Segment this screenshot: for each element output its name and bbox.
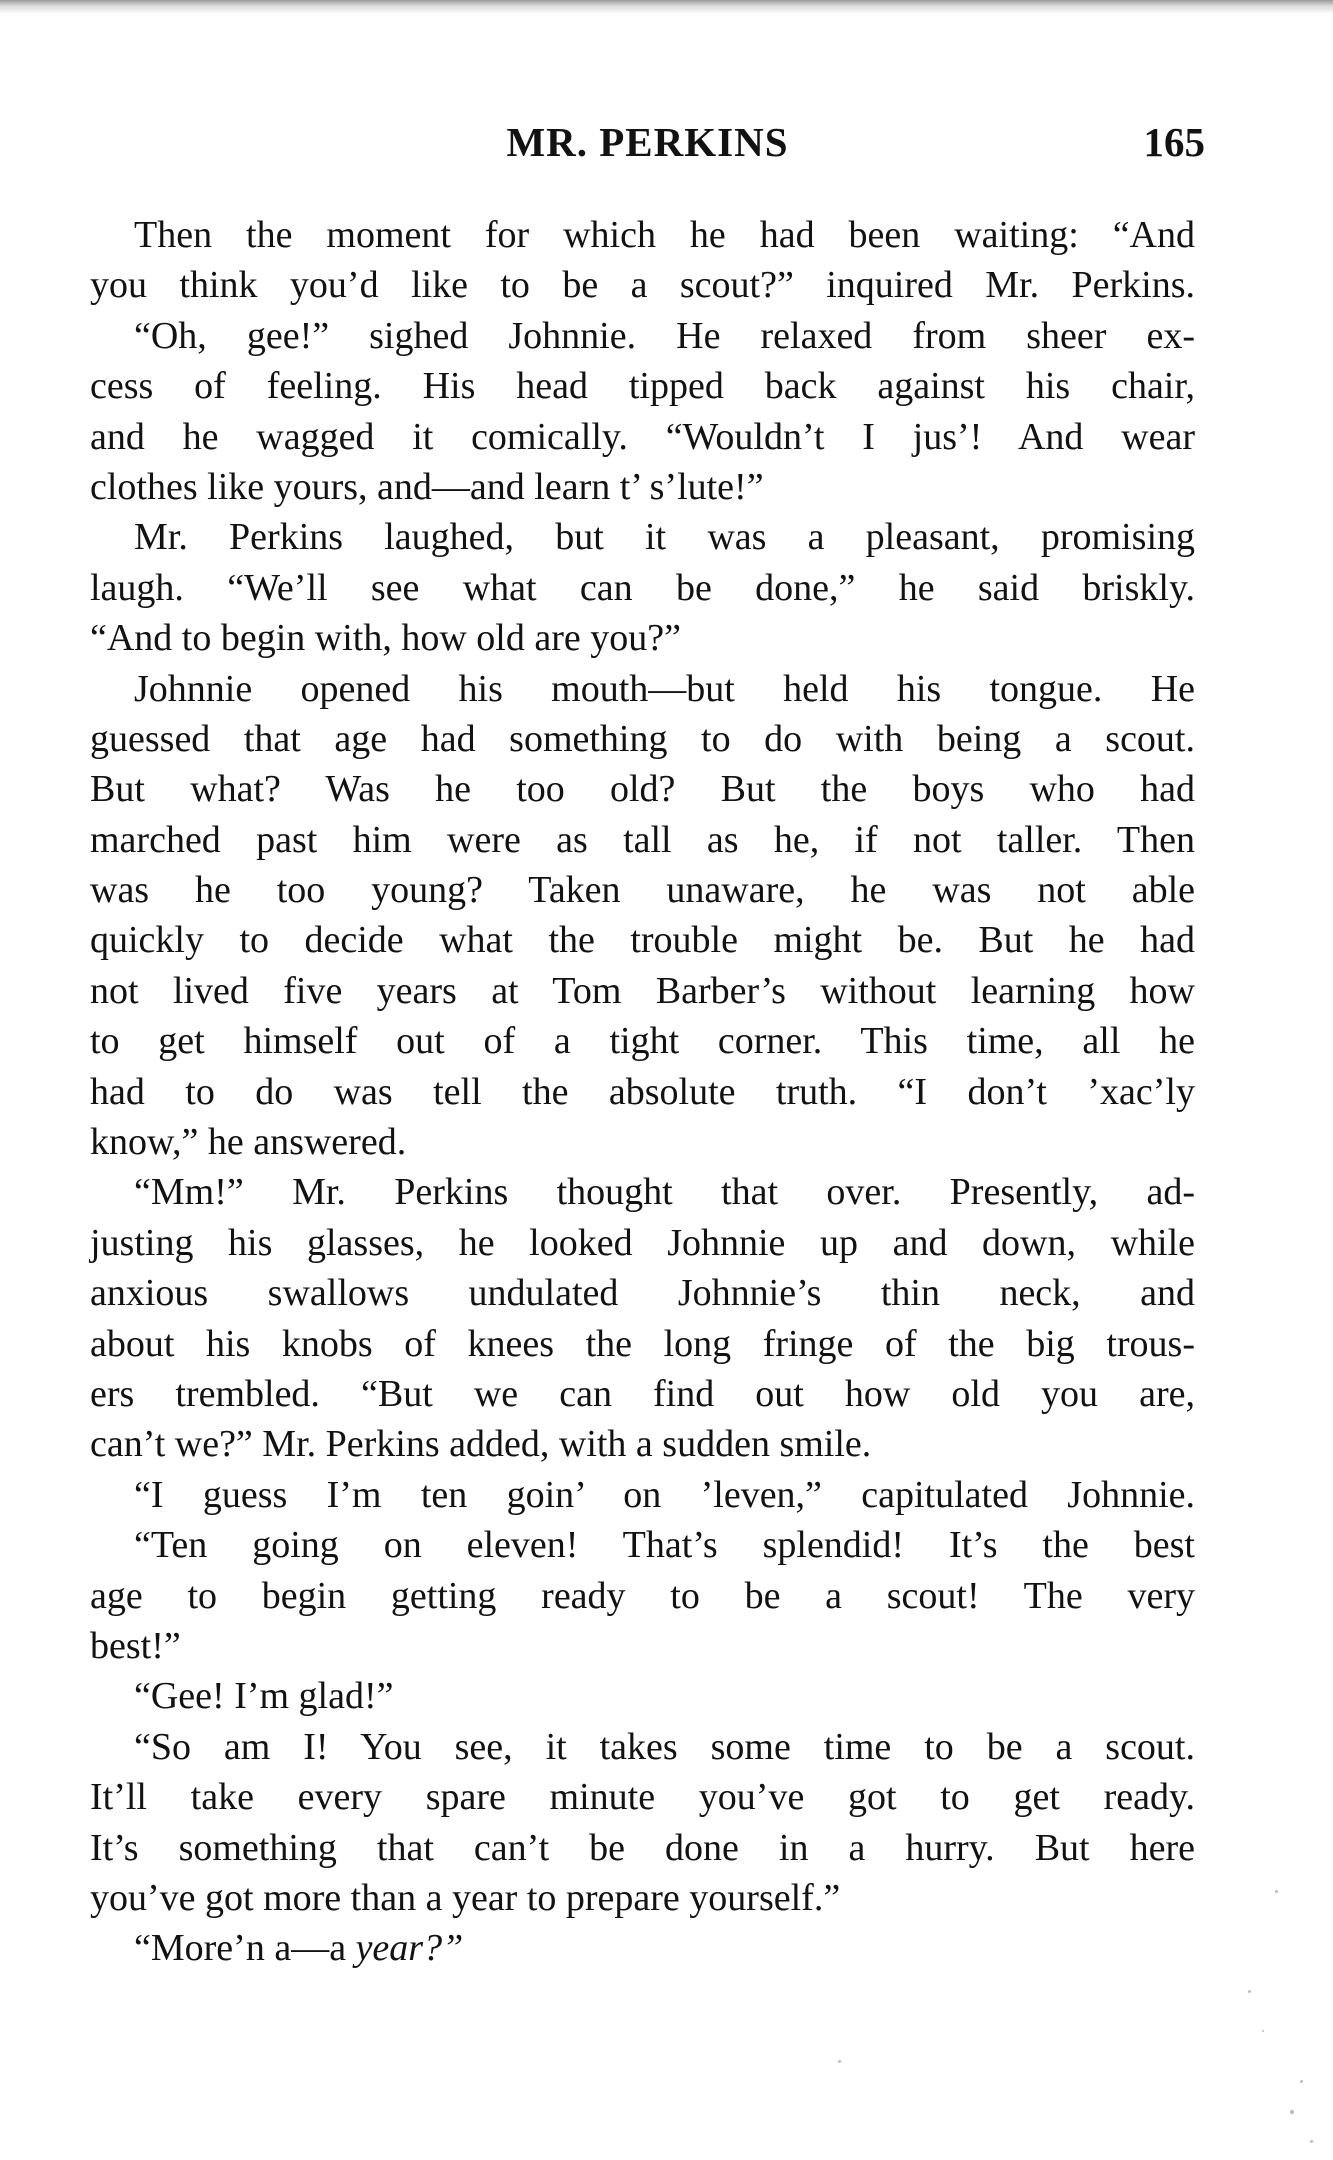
text-line: about his knobs of knees the long fringe of the big trous- [90, 1322, 1195, 1365]
text-line: best!” [90, 1624, 181, 1667]
text-line: “Mm!” Mr. Perkins thought that over. Presently, ad- [134, 1171, 1195, 1214]
text-line: Johnnie opened his mouth—but held his tongue. He [134, 667, 1195, 710]
text-line: “Ten going on eleven! That’s splendid! It’s the best [134, 1524, 1195, 1567]
text-line: “And to begin with, how old are you?” [90, 617, 681, 660]
text-line: But what? Was he too old? But the boys who had [90, 768, 1195, 811]
text-line: laugh. “We’ll see what can be done,” he said briskly. [90, 566, 1195, 609]
text-line: guessed that age had something to do with being a scout. [90, 717, 1195, 760]
text-line: had to do was tell the absolute truth. “I don’t ’xac’ly [90, 1070, 1195, 1113]
page-top-edge [0, 0, 1333, 14]
text-line: Then the moment for which he had been waiting: “And [134, 214, 1195, 256]
text-line: “Gee! I’m glad!” [134, 1675, 394, 1718]
text-line: “I guess I’m ten goin’ on ’leven,” capitulated Johnnie. [134, 1473, 1195, 1516]
text-line: to get himself out of a tight corner. This time, all he [90, 1020, 1195, 1063]
text-line: ers trembled. “But we can find out how old you are, [90, 1372, 1195, 1415]
text-line: you think you’d like to be a scout?” inquired Mr. Perkins. [90, 264, 1195, 307]
text-line: age to begin getting ready to be a scout! The very [90, 1574, 1195, 1617]
text-line: “Oh, gee!” sighed Johnnie. He relaxed from sheer ex- [134, 314, 1195, 357]
paper-speck [1290, 2110, 1294, 2114]
text-line: can’t we?” Mr. Perkins added, with a sudden smile. [90, 1423, 872, 1466]
paper-speck [1262, 2030, 1264, 2032]
text-line: justing his glasses, he looked Johnnie up and down, while [90, 1221, 1195, 1264]
paper-speck [838, 2060, 841, 2063]
text-line: anxious swallows undulated Johnnie’s thin neck, and [90, 1272, 1195, 1315]
text-line: “So am I! You see, it takes some time to be a scout. [134, 1725, 1195, 1768]
paper-speck [1248, 1990, 1251, 1993]
paper-speck [1300, 2080, 1303, 2083]
text-line: It’s something that can’t be done in a hurry. But here [90, 1826, 1195, 1869]
page-number: 165 [1143, 119, 1205, 165]
text-line: cess of feeling. His head tipped back against his chair, [90, 365, 1195, 408]
text-line: It’ll take every spare minute you’ve got to get ready. [90, 1776, 1195, 1819]
text-line: clothes like yours, and—and learn t’ s’lute!” [90, 465, 764, 508]
final-line-prefix: “More’n a—a [134, 1927, 356, 1970]
body-text [90, 210, 1195, 1974]
text-line: marched past him were as tall as he, if not taller. Then [90, 818, 1195, 861]
text-line: quickly to decide what the trouble might be. But he had [90, 919, 1195, 962]
paper-speck [1310, 2140, 1313, 2143]
running-head [90, 118, 1205, 178]
final-text-line [90, 1923, 1195, 1973]
running-title: MR. PERKINS [506, 119, 789, 165]
text-line: Mr. Perkins laughed, but it was a pleasant, promising [134, 516, 1195, 559]
paper-speck [1275, 1890, 1278, 1893]
text-line: and he wagged it comically. “Wouldn’t I jus’! And wear [90, 415, 1195, 458]
text-line: not lived five years at Tom Barber’s without learning how [90, 969, 1195, 1012]
text-line: was he too young? Taken unaware, he was not able [90, 869, 1195, 912]
text-line: you’ve got more than a year to prepare yourself.” [90, 1876, 841, 1919]
final-line-italic: year?” [355, 1927, 464, 1970]
text-line: know,” he answered. [90, 1121, 407, 1164]
